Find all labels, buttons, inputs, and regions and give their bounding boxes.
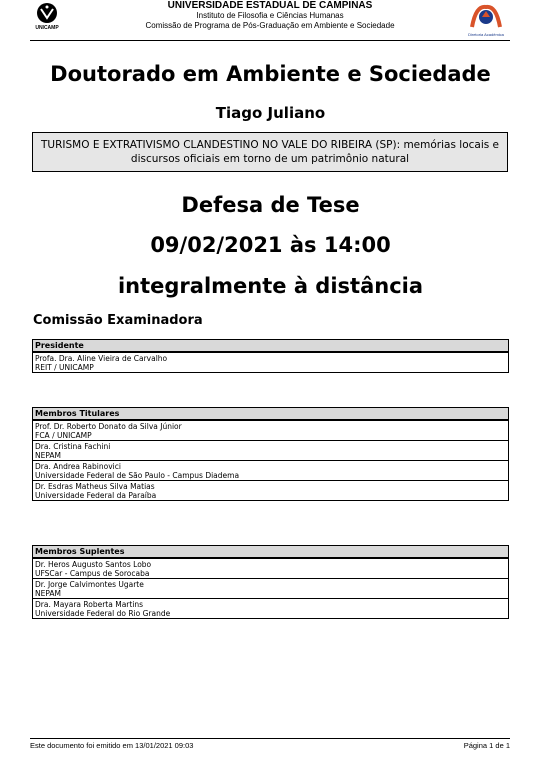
member-affiliation: UFSCar - Campus de Sorocaba [35,569,150,578]
member-affiliation: FCA / UNICAMP [35,431,92,440]
university-name: UNIVERSIDADE ESTADUAL DE CAMPINAS [167,0,373,11]
unicamp-logo-icon [36,2,58,26]
titulares-table [32,407,509,501]
member-name: Dr. Esdras Matheus Silva Matias [35,482,155,491]
institute-name: Instituto de Filosofia e Ciências Humanas [196,11,344,20]
event-title: Defesa de Tese [181,193,360,217]
table-row [33,578,508,598]
logo-right-label: Diretoria Acadêmica [468,32,504,37]
diretoria-academica-logo [464,3,508,37]
table-row [33,558,508,578]
committee-title: Comissão Examinadora [33,313,203,328]
suplentes-table [32,545,509,619]
member-affiliation: NEPAM [35,589,61,598]
table-row [33,480,508,500]
suplentes-heading: Membros Suplentes [33,546,508,558]
document-header [30,0,510,41]
document-footer [30,738,510,750]
member-name: Dra. Mayara Roberta Martins [35,600,144,609]
member-affiliation: REIT / UNICAMP [35,363,94,372]
thesis-title-box: TURISMO E EXTRATIVISMO CLANDESTINO NO VALE DO RIBEIRA (SP): memórias locais e discursos oficiais em torno de um patrimônio natural [32,132,508,172]
program-title: Doutorado em Ambiente e Sociedade [50,62,491,86]
member-name: Dra. Andrea Rabinovici [35,462,121,471]
diretoria-academica-logo-icon [466,3,506,29]
table-row [33,460,508,480]
member-name: Dr. Heros Augusto Santos Lobo [35,560,152,569]
issued-timestamp: Este documento foi emitido em 13/01/2021 09:03 [30,741,194,750]
table-row [33,352,508,372]
event-datetime: 09/02/2021 às 14:00 [150,233,391,257]
table-row [33,598,508,618]
member-affiliation: Universidade Federal da Paraíba [35,491,157,500]
member-affiliation: NEPAM [35,451,61,460]
page-number: Página 1 de 1 [463,741,510,750]
unicamp-logo [32,2,62,38]
table-row [33,440,508,460]
table-row [33,420,508,440]
member-affiliation: Universidade Federal de São Paulo - Campus Diadema [35,471,240,480]
member-name: Dr. Jorge Calvimontes Ugarte [35,580,144,589]
logo-left-label: UNICAMP [35,25,59,31]
president-heading: Presidente [33,340,508,352]
member-name: Dra. Cristina Fachini [35,442,111,451]
author-name: Tiago Juliano [215,104,326,122]
titulares-heading: Membros Titulares [33,408,508,420]
member-name: Profa. Dra. Aline Vieira de Carvalho [35,354,168,363]
president-table [32,339,509,373]
member-affiliation: Universidade Federal do Rio Grande [35,609,171,618]
member-name: Prof. Dr. Roberto Donato da Silva Júnior [35,422,182,431]
commission-name: Comissão de Programa de Pós-Graduação em Ambiente e Sociedade [145,21,395,30]
event-mode: integralmente à distância [117,274,424,298]
header-text [90,0,450,31]
